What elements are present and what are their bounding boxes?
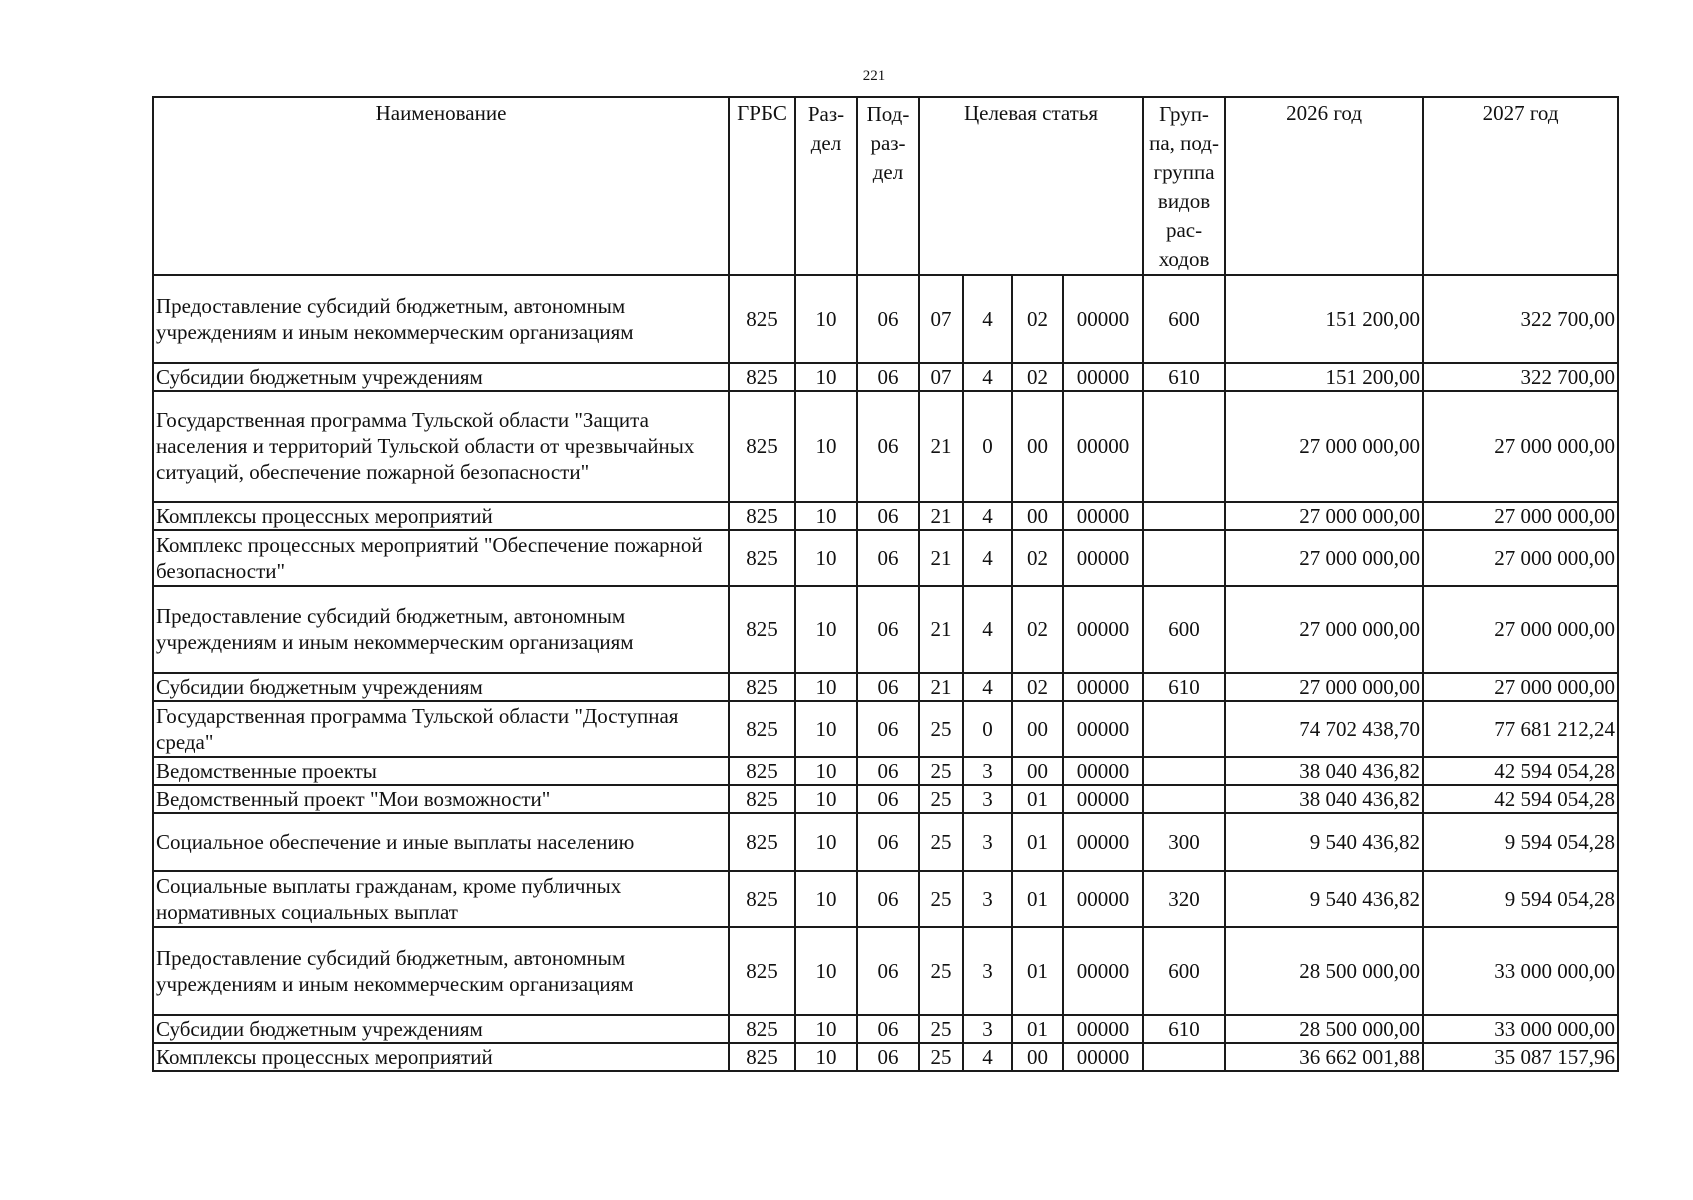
- cell-amount-2026: 36 662 001,88: [1225, 1043, 1423, 1071]
- cell-amount-2027: 322 700,00: [1423, 363, 1618, 391]
- cell-name: Социальные выплаты гражданам, кроме публичных нормативных социальных выплат: [153, 871, 729, 927]
- cell-podrazdel: 06: [857, 673, 919, 701]
- cell-target-type: 4: [963, 673, 1012, 701]
- cell-podrazdel: 06: [857, 701, 919, 757]
- cell-expense-group: 610: [1143, 363, 1225, 391]
- cell-razdel: 10: [795, 701, 857, 757]
- cell-expense-group: [1143, 785, 1225, 813]
- cell-razdel: 10: [795, 813, 857, 871]
- cell-target-type: 3: [963, 813, 1012, 871]
- cell-podrazdel: 06: [857, 1043, 919, 1071]
- cell-target-subprogram: 01: [1012, 785, 1063, 813]
- cell-amount-2027: 9 594 054,28: [1423, 813, 1618, 871]
- cell-grbs: 825: [729, 1015, 795, 1043]
- cell-razdel: 10: [795, 927, 857, 1015]
- cell-target-type: 4: [963, 586, 1012, 673]
- cell-podrazdel: 06: [857, 275, 919, 363]
- cell-podrazdel: 06: [857, 757, 919, 785]
- cell-amount-2026: 27 000 000,00: [1225, 673, 1423, 701]
- cell-amount-2027: 42 594 054,28: [1423, 785, 1618, 813]
- cell-razdel: 10: [795, 363, 857, 391]
- cell-name: Социальное обеспечение и иные выплаты населению: [153, 813, 729, 871]
- cell-target-subprogram: 01: [1012, 1015, 1063, 1043]
- budget-table: [152, 96, 1619, 1072]
- cell-target-program: 07: [919, 363, 963, 391]
- table-body: [153, 275, 1618, 1071]
- cell-target-direction: 00000: [1063, 1015, 1143, 1043]
- cell-podrazdel: 06: [857, 363, 919, 391]
- cell-grbs: 825: [729, 813, 795, 871]
- cell-podrazdel: 06: [857, 1015, 919, 1043]
- table-row: [153, 1043, 1618, 1071]
- cell-name: Субсидии бюджетным учреждениям: [153, 1015, 729, 1043]
- cell-target-direction: 00000: [1063, 813, 1143, 871]
- cell-name: Предоставление субсидий бюджетным, автономным учреждениям и иным некоммерческим организациям: [153, 586, 729, 673]
- table-row: [153, 363, 1618, 391]
- cell-target-program: 25: [919, 701, 963, 757]
- table-row: [153, 530, 1618, 586]
- cell-amount-2026: 38 040 436,82: [1225, 757, 1423, 785]
- cell-target-subprogram: 00: [1012, 757, 1063, 785]
- header-year-2026: 2026 год: [1225, 97, 1423, 275]
- cell-target-program: 25: [919, 785, 963, 813]
- cell-target-subprogram: 02: [1012, 363, 1063, 391]
- cell-target-direction: 00000: [1063, 586, 1143, 673]
- cell-podrazdel: 06: [857, 927, 919, 1015]
- cell-grbs: 825: [729, 502, 795, 530]
- cell-amount-2026: 38 040 436,82: [1225, 785, 1423, 813]
- cell-amount-2026: 9 540 436,82: [1225, 813, 1423, 871]
- cell-target-subprogram: 00: [1012, 701, 1063, 757]
- cell-grbs: 825: [729, 927, 795, 1015]
- cell-podrazdel: 06: [857, 813, 919, 871]
- cell-target-direction: 00000: [1063, 391, 1143, 502]
- cell-grbs: 825: [729, 1043, 795, 1071]
- cell-grbs: 825: [729, 701, 795, 757]
- cell-grbs: 825: [729, 586, 795, 673]
- cell-podrazdel: 06: [857, 785, 919, 813]
- cell-razdel: 10: [795, 1043, 857, 1071]
- table-row: [153, 813, 1618, 871]
- table-row: [153, 673, 1618, 701]
- cell-expense-group: 600: [1143, 275, 1225, 363]
- cell-amount-2026: 151 200,00: [1225, 275, 1423, 363]
- cell-amount-2027: 322 700,00: [1423, 275, 1618, 363]
- cell-expense-group: [1143, 701, 1225, 757]
- header-name: Наименование: [153, 97, 729, 275]
- cell-target-type: 4: [963, 363, 1012, 391]
- cell-expense-group: 600: [1143, 586, 1225, 673]
- cell-razdel: 10: [795, 530, 857, 586]
- cell-target-program: 21: [919, 530, 963, 586]
- cell-name: Предоставление субсидий бюджетным, автономным учреждениям и иным некоммерческим организациям: [153, 927, 729, 1015]
- cell-target-subprogram: 02: [1012, 530, 1063, 586]
- cell-podrazdel: 06: [857, 530, 919, 586]
- cell-grbs: 825: [729, 871, 795, 927]
- cell-target-subprogram: 00: [1012, 1043, 1063, 1071]
- cell-target-subprogram: 01: [1012, 927, 1063, 1015]
- cell-expense-group: 300: [1143, 813, 1225, 871]
- cell-target-type: 0: [963, 391, 1012, 502]
- cell-razdel: 10: [795, 757, 857, 785]
- header-year-2027: 2027 год: [1423, 97, 1618, 275]
- cell-amount-2026: 28 500 000,00: [1225, 927, 1423, 1015]
- cell-target-program: 25: [919, 871, 963, 927]
- cell-grbs: 825: [729, 363, 795, 391]
- cell-target-direction: 00000: [1063, 927, 1143, 1015]
- cell-target-type: 0: [963, 701, 1012, 757]
- cell-target-direction: 00000: [1063, 673, 1143, 701]
- cell-expense-group: 600: [1143, 927, 1225, 1015]
- cell-grbs: 825: [729, 530, 795, 586]
- cell-amount-2026: 27 000 000,00: [1225, 391, 1423, 502]
- cell-expense-group: [1143, 502, 1225, 530]
- cell-amount-2027: 27 000 000,00: [1423, 530, 1618, 586]
- header-razdel: Раз- дел: [795, 97, 857, 275]
- cell-target-type: 3: [963, 785, 1012, 813]
- cell-podrazdel: 06: [857, 871, 919, 927]
- cell-razdel: 10: [795, 275, 857, 363]
- cell-razdel: 10: [795, 502, 857, 530]
- cell-amount-2026: 74 702 438,70: [1225, 701, 1423, 757]
- cell-name: Субсидии бюджетным учреждениям: [153, 673, 729, 701]
- table-row: [153, 586, 1618, 673]
- cell-name: Государственная программа Тульской области "Доступная среда": [153, 701, 729, 757]
- cell-razdel: 10: [795, 673, 857, 701]
- cell-target-type: 4: [963, 1043, 1012, 1071]
- cell-amount-2026: 27 000 000,00: [1225, 502, 1423, 530]
- cell-name: Комплекс процессных мероприятий "Обеспечение пожарной безопасности": [153, 530, 729, 586]
- cell-podrazdel: 06: [857, 502, 919, 530]
- header-podrazdel: Под- раз- дел: [857, 97, 919, 275]
- table-row: [153, 275, 1618, 363]
- cell-expense-group: [1143, 1043, 1225, 1071]
- cell-expense-group: [1143, 530, 1225, 586]
- cell-amount-2027: 35 087 157,96: [1423, 1043, 1618, 1071]
- cell-target-subprogram: 00: [1012, 391, 1063, 502]
- cell-name: Комплексы процессных мероприятий: [153, 502, 729, 530]
- table-row: [153, 785, 1618, 813]
- table-row: [153, 757, 1618, 785]
- table-header: [153, 97, 1618, 275]
- cell-target-type: 4: [963, 275, 1012, 363]
- cell-target-program: 21: [919, 391, 963, 502]
- cell-target-program: 21: [919, 502, 963, 530]
- cell-amount-2027: 33 000 000,00: [1423, 1015, 1618, 1043]
- cell-target-type: 3: [963, 757, 1012, 785]
- table-row: [153, 502, 1618, 530]
- cell-expense-group: 610: [1143, 1015, 1225, 1043]
- cell-podrazdel: 06: [857, 586, 919, 673]
- cell-target-subprogram: 01: [1012, 871, 1063, 927]
- cell-name: Предоставление субсидий бюджетным, автономным учреждениям и иным некоммерческим организациям: [153, 275, 729, 363]
- cell-razdel: 10: [795, 785, 857, 813]
- cell-amount-2027: 27 000 000,00: [1423, 391, 1618, 502]
- cell-expense-group: 320: [1143, 871, 1225, 927]
- cell-target-program: 25: [919, 813, 963, 871]
- cell-target-program: 21: [919, 673, 963, 701]
- cell-grbs: 825: [729, 757, 795, 785]
- table-row: [153, 1015, 1618, 1043]
- cell-podrazdel: 06: [857, 391, 919, 502]
- cell-name: Комплексы процессных мероприятий: [153, 1043, 729, 1071]
- cell-target-subprogram: 02: [1012, 673, 1063, 701]
- cell-target-direction: 00000: [1063, 530, 1143, 586]
- header-target: Целевая статья: [919, 97, 1143, 275]
- cell-target-direction: 00000: [1063, 502, 1143, 530]
- cell-amount-2026: 9 540 436,82: [1225, 871, 1423, 927]
- cell-name: Ведомственный проект "Мои возможности": [153, 785, 729, 813]
- cell-target-direction: 00000: [1063, 363, 1143, 391]
- cell-target-subprogram: 00: [1012, 502, 1063, 530]
- table-row: [153, 701, 1618, 757]
- cell-amount-2027: 9 594 054,28: [1423, 871, 1618, 927]
- cell-target-program: 25: [919, 1043, 963, 1071]
- cell-amount-2027: 27 000 000,00: [1423, 502, 1618, 530]
- cell-target-direction: 00000: [1063, 757, 1143, 785]
- table-row: [153, 391, 1618, 502]
- cell-name: Ведомственные проекты: [153, 757, 729, 785]
- cell-target-type: 4: [963, 530, 1012, 586]
- cell-grbs: 825: [729, 785, 795, 813]
- table-row: [153, 927, 1618, 1015]
- cell-amount-2026: 151 200,00: [1225, 363, 1423, 391]
- cell-razdel: 10: [795, 586, 857, 673]
- cell-expense-group: [1143, 391, 1225, 502]
- cell-target-type: 4: [963, 502, 1012, 530]
- cell-expense-group: 610: [1143, 673, 1225, 701]
- cell-target-type: 3: [963, 1015, 1012, 1043]
- header-grbs: ГРБС: [729, 97, 795, 275]
- cell-amount-2027: 77 681 212,24: [1423, 701, 1618, 757]
- cell-razdel: 10: [795, 1015, 857, 1043]
- cell-expense-group: [1143, 757, 1225, 785]
- cell-target-program: 21: [919, 586, 963, 673]
- cell-amount-2027: 33 000 000,00: [1423, 927, 1618, 1015]
- cell-target-subprogram: 02: [1012, 275, 1063, 363]
- cell-target-subprogram: 02: [1012, 586, 1063, 673]
- cell-target-type: 3: [963, 871, 1012, 927]
- cell-target-program: 07: [919, 275, 963, 363]
- cell-grbs: 825: [729, 673, 795, 701]
- cell-amount-2026: 28 500 000,00: [1225, 1015, 1423, 1043]
- cell-amount-2027: 27 000 000,00: [1423, 586, 1618, 673]
- cell-name: Субсидии бюджетным учреждениям: [153, 363, 729, 391]
- cell-target-direction: 00000: [1063, 1043, 1143, 1071]
- cell-razdel: 10: [795, 871, 857, 927]
- cell-target-direction: 00000: [1063, 871, 1143, 927]
- header-group: Груп- па, под- группа видов рас- ходов: [1143, 97, 1225, 275]
- cell-target-program: 25: [919, 927, 963, 1015]
- cell-target-type: 3: [963, 927, 1012, 1015]
- page-number: 221: [862, 68, 886, 84]
- cell-target-direction: 00000: [1063, 701, 1143, 757]
- cell-amount-2026: 27 000 000,00: [1225, 586, 1423, 673]
- cell-target-direction: 00000: [1063, 275, 1143, 363]
- cell-amount-2026: 27 000 000,00: [1225, 530, 1423, 586]
- cell-target-subprogram: 01: [1012, 813, 1063, 871]
- cell-name: Государственная программа Тульской области "Защита населения и территорий Тульской области от чрезвычайных ситуаций, обеспечение пожарной безопасности": [153, 391, 729, 502]
- cell-target-direction: 00000: [1063, 785, 1143, 813]
- cell-amount-2027: 42 594 054,28: [1423, 757, 1618, 785]
- cell-target-program: 25: [919, 1015, 963, 1043]
- cell-grbs: 825: [729, 391, 795, 502]
- table-row: [153, 871, 1618, 927]
- cell-razdel: 10: [795, 391, 857, 502]
- cell-grbs: 825: [729, 275, 795, 363]
- cell-amount-2027: 27 000 000,00: [1423, 673, 1618, 701]
- cell-target-program: 25: [919, 757, 963, 785]
